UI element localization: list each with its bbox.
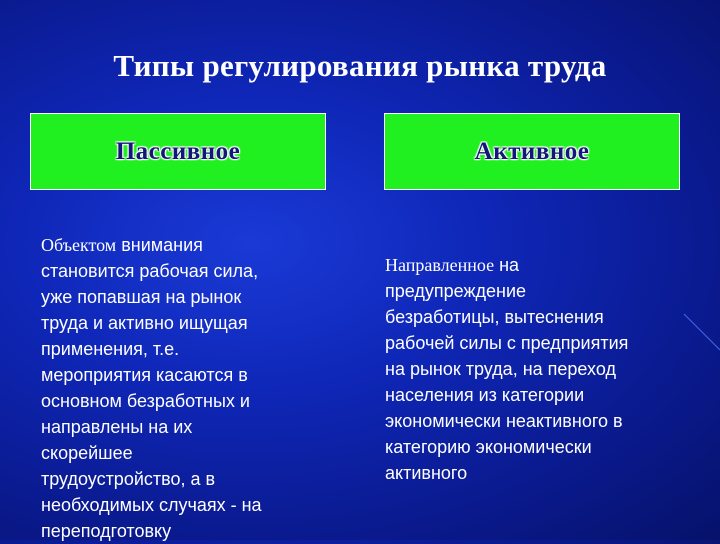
passive-heading-box <box>30 113 326 190</box>
active-description <box>385 252 695 486</box>
passive-description <box>41 232 341 544</box>
passive-heading: Пассивное <box>115 138 241 165</box>
slide-title: Типы регулирования рынка труда <box>113 48 607 83</box>
active-body: на предупреждение безработицы, вытеснения рабочей силы с предприятия на рынок труда, на переход населения из категории экономически неактивного в категорию экономически активного <box>385 255 629 483</box>
passive-lead-word: Объектом <box>41 235 117 255</box>
passive-body: внимания становится рабочая сила, уже попавшая на рынок труда и активно ищущая применения, т.е. мероприятия касаются в основном безработных и направлены на их скорейшее трудоустройство, а в необходимых случаях - на переподготовку <box>41 235 262 541</box>
active-lead-word: Направленное <box>385 255 495 275</box>
active-heading: Активное <box>474 138 590 165</box>
decorative-line <box>680 300 720 360</box>
active-heading-box <box>384 113 680 190</box>
